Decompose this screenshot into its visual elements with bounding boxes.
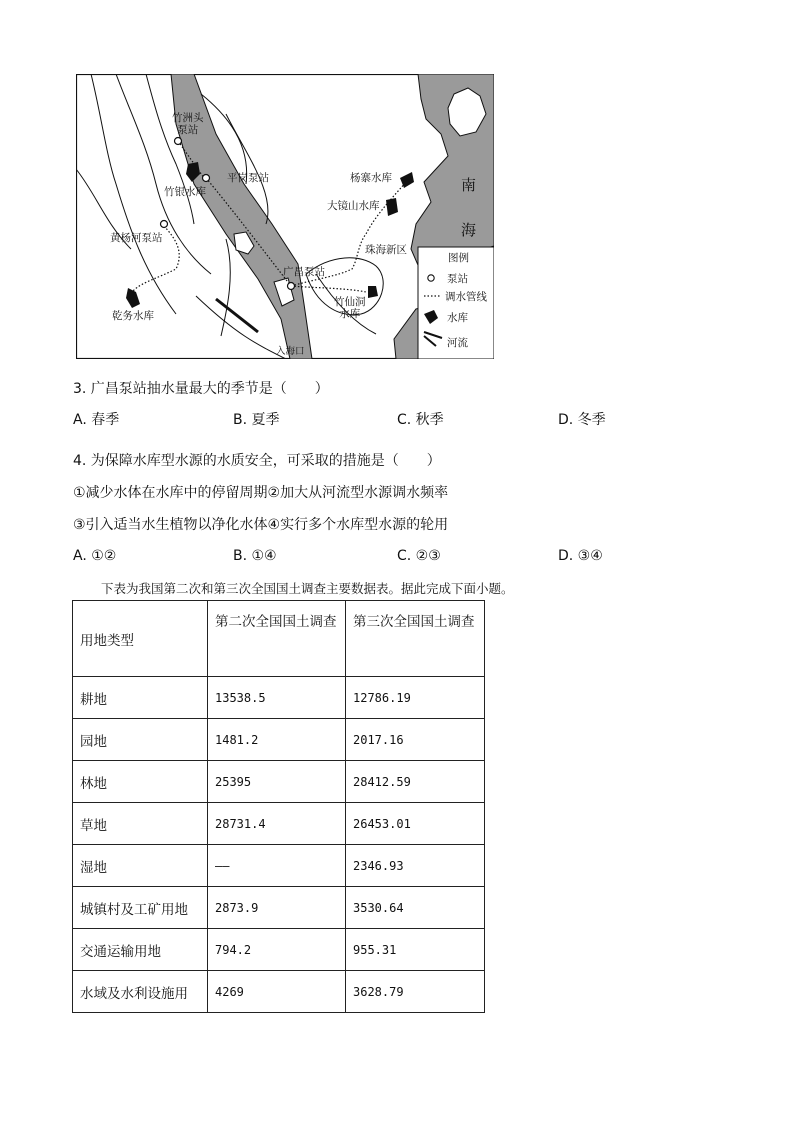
station-zhuzhoutou [175, 138, 182, 145]
legend-title: 图例 [448, 252, 469, 264]
label-sea-south: 南 [461, 176, 477, 194]
question-4-stem: 4. 为保障水库型水源的水质安全，可采取的措施是（ ） [73, 453, 441, 469]
label-zhuyin-reservoir: 竹银水库 [164, 186, 206, 198]
label-zhuhai-new-area: 珠海新区 [365, 244, 407, 256]
cell-land-type: 城镇村及工矿用地 [73, 887, 208, 929]
label-pinggang-station: 平岗泵站 [227, 172, 269, 184]
label-estuary: 入海口 [276, 346, 305, 357]
label-dajingshan-reservoir: 大镜山水库 [327, 200, 380, 212]
cell-second-survey: 4269 [208, 971, 346, 1013]
cell-land-type: 林地 [73, 761, 208, 803]
q3-option-c[interactable]: C. 秋季 [397, 412, 444, 428]
label-guangchang-station: 广昌泵站 [283, 266, 325, 278]
q3-option-b[interactable]: B. 夏季 [233, 412, 280, 428]
cell-second-survey: 794.2 [208, 929, 346, 971]
cell-second-survey: 2873.9 [208, 887, 346, 929]
table-header-row [73, 601, 485, 677]
q3-option-d[interactable]: D. 冬季 [558, 412, 606, 428]
cell-third-survey: 2017.16 [346, 719, 485, 761]
cell-third-survey: 28412.59 [346, 761, 485, 803]
station-pinggang [203, 175, 210, 182]
label-huangyanghe-station: 黄杨河泵站 [110, 232, 163, 244]
question-3-stem: 3. 广昌泵站抽水量最大的季节是（ ） [73, 381, 329, 397]
label-qianwu-reservoir: 乾务水库 [112, 310, 154, 322]
cell-third-survey: 12786.19 [346, 677, 485, 719]
land-survey-table [72, 600, 485, 1013]
cell-second-survey: 1481.2 [208, 719, 346, 761]
header-land-type: 用地类型 [73, 601, 208, 677]
table-row [73, 719, 485, 761]
cell-land-type: 交通运输用地 [73, 929, 208, 971]
table-intro: 下表为我国第二次和第三次全国国土调查主要数据表。据此完成下面小题。 [101, 581, 514, 596]
table-row [73, 887, 485, 929]
header-second-survey: 第二次全国国土调查 [208, 601, 346, 677]
question-4-statements-2: ③引入适当水生植物以净化水体④实行多个水库型水源的轮用 [73, 517, 449, 533]
table-row [73, 929, 485, 971]
q4-option-b[interactable]: B. ①④ [233, 548, 277, 564]
q4-option-a[interactable]: A. ①② [73, 548, 117, 564]
q4-option-c[interactable]: C. ②③ [397, 548, 441, 564]
q4-option-d[interactable]: D. ③④ [558, 548, 603, 564]
question-4-statements-1: ①减少水体在水库中的停留周期②加大从河流型水源调水频率 [73, 485, 449, 501]
cell-land-type: 园地 [73, 719, 208, 761]
station-guangchang [288, 283, 295, 290]
label-yangzhai-reservoir: 杨寨水库 [350, 172, 392, 184]
cell-land-type: 湿地 [73, 845, 208, 887]
cell-land-type: 水域及水利设施用 [73, 971, 208, 1013]
cell-third-survey: 26453.01 [346, 803, 485, 845]
legend-station: 泵站 [447, 273, 468, 285]
cell-land-type: 草地 [73, 803, 208, 845]
cell-land-type: 耕地 [73, 677, 208, 719]
cell-third-survey: 3628.79 [346, 971, 485, 1013]
header-third-survey: 第三次全国国土调查 [346, 601, 485, 677]
legend-reservoir: 水库 [447, 312, 468, 324]
label-zhuzhoutou-station: 竹洲头 泵站 [172, 112, 204, 136]
legend-river: 河流 [447, 337, 468, 349]
cell-second-survey: 13538.5 [208, 677, 346, 719]
label-sea-sea: 海 [461, 221, 477, 239]
q3-option-a[interactable]: A. 春季 [73, 412, 120, 428]
cell-second-survey: 25395 [208, 761, 346, 803]
table-row [73, 803, 485, 845]
station-huangyanghe [161, 221, 168, 228]
cell-second-survey: 28731.4 [208, 803, 346, 845]
cell-third-survey: 955.31 [346, 929, 485, 971]
table-row [73, 971, 485, 1013]
cell-second-survey: —— [208, 845, 346, 887]
label-zhuxiandong-reservoir: 竹仙洞 水库 [334, 296, 366, 320]
legend-pipeline: 调水管线 [445, 291, 487, 303]
table-row [73, 761, 485, 803]
cell-third-survey: 2346.93 [346, 845, 485, 887]
cell-third-survey: 3530.64 [346, 887, 485, 929]
table-row [73, 845, 485, 887]
table-row [73, 677, 485, 719]
water-supply-map [76, 74, 494, 359]
